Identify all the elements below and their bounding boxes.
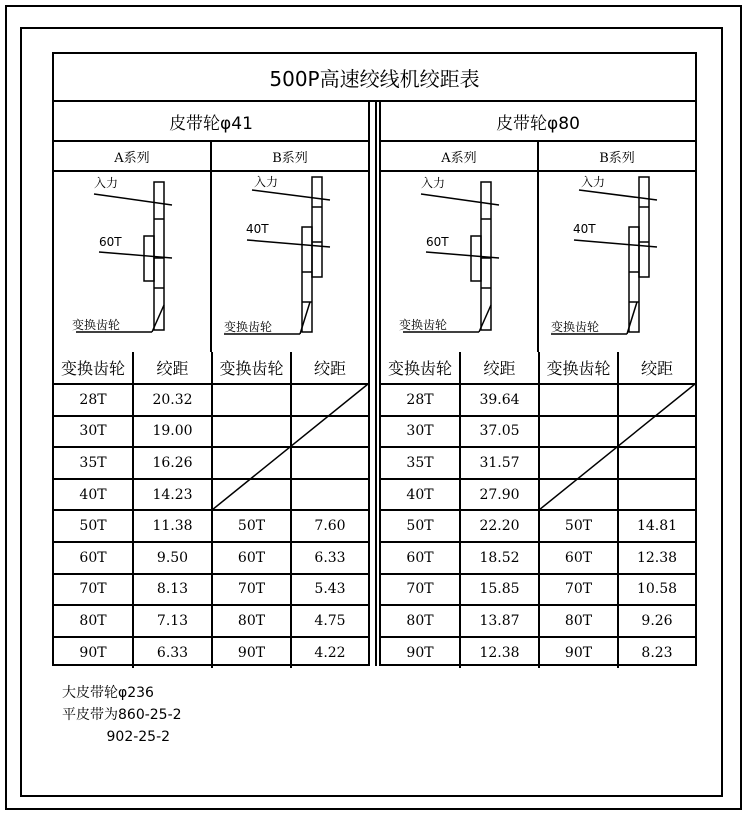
panel-header: 皮带轮φ80 bbox=[381, 102, 695, 142]
table-row bbox=[54, 574, 368, 606]
series-b-header: B系列 bbox=[539, 142, 695, 172]
gear-cell: 90T bbox=[212, 637, 291, 669]
pitch-cell: 4.22 bbox=[291, 637, 368, 669]
pitch-cell: 22.20 bbox=[460, 510, 539, 542]
panel-pulley-41 bbox=[52, 100, 370, 666]
gear-cell: 50T bbox=[539, 510, 618, 542]
pitch-cell: 9.26 bbox=[618, 605, 695, 637]
gear-cell: 50T bbox=[54, 510, 133, 542]
gear-cell: 90T bbox=[539, 637, 618, 669]
col-header-pitch: 绞距 bbox=[291, 352, 368, 384]
gear-cell: 80T bbox=[212, 605, 291, 637]
gear-cell: 80T bbox=[539, 605, 618, 637]
gear-cell: 70T bbox=[381, 574, 460, 606]
diagram-input-label: 入力 bbox=[421, 176, 446, 190]
pitch-cell: 9.50 bbox=[133, 542, 212, 574]
diagram-gear-label: 60T bbox=[99, 235, 122, 249]
col-header-gear: 变换齿轮 bbox=[54, 352, 133, 384]
diagram-change-gear-label: 变换齿轮 bbox=[72, 318, 121, 332]
note-flat-belt: 平皮带为860-25-2 bbox=[62, 707, 182, 723]
series-a-header: A系列 bbox=[381, 142, 539, 172]
pitch-cell: 5.43 bbox=[291, 574, 368, 606]
pitch-cell: 14.23 bbox=[133, 479, 212, 511]
pitch-cell: 14.81 bbox=[618, 510, 695, 542]
gear-diagram-a bbox=[54, 172, 212, 352]
pitch-cell: 37.05 bbox=[460, 416, 539, 448]
gear-cell: 60T bbox=[54, 542, 133, 574]
table-header-row bbox=[54, 352, 368, 384]
gear-cell: 70T bbox=[54, 574, 133, 606]
diagram-input-label: 入力 bbox=[254, 175, 279, 189]
gear-diagram-b bbox=[212, 172, 368, 352]
gear-cell: 35T bbox=[54, 447, 133, 479]
gear-cell: 80T bbox=[54, 605, 133, 637]
table-row bbox=[381, 542, 695, 574]
gear-cell: 90T bbox=[381, 637, 460, 669]
gear-cell: 40T bbox=[54, 479, 133, 511]
table-row bbox=[381, 574, 695, 606]
gear-cell: 70T bbox=[539, 574, 618, 606]
col-header-gear: 变换齿轮 bbox=[212, 352, 291, 384]
note-flat-belt-alt: 902-25-2 bbox=[62, 729, 171, 745]
gear-diagram-b bbox=[539, 172, 695, 352]
page-title: 500P高速绞线机绞距表 bbox=[52, 52, 697, 102]
pitch-cell: 20.32 bbox=[133, 384, 212, 416]
diagram-change-gear-label: 变换齿轮 bbox=[551, 320, 600, 334]
pitch-cell: 19.00 bbox=[133, 416, 212, 448]
pitch-cell: 12.38 bbox=[618, 542, 695, 574]
pitch-cell: 12.38 bbox=[460, 637, 539, 669]
gear-cell: 30T bbox=[54, 416, 133, 448]
pitch-cell: 6.33 bbox=[291, 542, 368, 574]
not-applicable-diagonal bbox=[212, 384, 368, 510]
panel-header: 皮带轮φ41 bbox=[54, 102, 368, 142]
pitch-cell: 27.90 bbox=[460, 479, 539, 511]
pitch-cell: 7.60 bbox=[291, 510, 368, 542]
pitch-cell: 10.58 bbox=[618, 574, 695, 606]
table-row bbox=[54, 542, 368, 574]
gear-cell: 28T bbox=[381, 384, 460, 416]
note-large-pulley: 大皮带轮φ236 bbox=[62, 685, 154, 701]
diagram-input-label: 入力 bbox=[94, 176, 119, 190]
gear-cell: 60T bbox=[539, 542, 618, 574]
diagram-change-gear-label: 变换齿轮 bbox=[399, 318, 448, 332]
table-row bbox=[54, 605, 368, 637]
pitch-cell: 8.23 bbox=[618, 637, 695, 669]
pitch-cell: 15.85 bbox=[460, 574, 539, 606]
pitch-cell: 31.57 bbox=[460, 447, 539, 479]
panel-pulley-80 bbox=[379, 100, 697, 666]
gear-cell: 60T bbox=[381, 542, 460, 574]
pitch-cell: 16.26 bbox=[133, 447, 212, 479]
col-header-pitch: 绞距 bbox=[133, 352, 212, 384]
gear-cell: 60T bbox=[212, 542, 291, 574]
pitch-cell: 4.75 bbox=[291, 605, 368, 637]
table-row bbox=[54, 510, 368, 542]
gear-cell: 70T bbox=[212, 574, 291, 606]
gear-cell: 50T bbox=[212, 510, 291, 542]
gear-cell: 90T bbox=[54, 637, 133, 669]
gear-cell: 50T bbox=[381, 510, 460, 542]
col-header-pitch: 绞距 bbox=[460, 352, 539, 384]
col-header-gear: 变换齿轮 bbox=[539, 352, 618, 384]
diagram-input-label: 入力 bbox=[581, 175, 606, 189]
diagram-gear-label: 40T bbox=[246, 222, 269, 236]
pitch-cell: 18.52 bbox=[460, 542, 539, 574]
gear-diagram-a bbox=[381, 172, 539, 352]
series-a-header: A系列 bbox=[54, 142, 212, 172]
not-applicable-diagonal bbox=[539, 384, 695, 510]
table-row bbox=[381, 637, 695, 669]
diagram-change-gear-label: 变换齿轮 bbox=[224, 320, 273, 334]
col-header-gear: 变换齿轮 bbox=[381, 352, 460, 384]
gear-cell: 80T bbox=[381, 605, 460, 637]
table-row bbox=[381, 605, 695, 637]
notes bbox=[62, 682, 182, 748]
center-divider-2 bbox=[375, 100, 377, 666]
diagram-gear-label: 40T bbox=[573, 222, 596, 236]
table-row bbox=[54, 637, 368, 669]
pitch-cell: 39.64 bbox=[460, 384, 539, 416]
pitch-cell: 8.13 bbox=[133, 574, 212, 606]
gear-cell: 28T bbox=[54, 384, 133, 416]
table-row bbox=[381, 510, 695, 542]
pitch-cell: 11.38 bbox=[133, 510, 212, 542]
gear-cell: 40T bbox=[381, 479, 460, 511]
pitch-cell: 13.87 bbox=[460, 605, 539, 637]
table-header-row bbox=[381, 352, 695, 384]
gear-cell: 35T bbox=[381, 447, 460, 479]
series-b-header: B系列 bbox=[212, 142, 368, 172]
pitch-cell: 7.13 bbox=[133, 605, 212, 637]
col-header-pitch: 绞距 bbox=[618, 352, 695, 384]
diagram-gear-label: 60T bbox=[426, 235, 449, 249]
pitch-cell: 6.33 bbox=[133, 637, 212, 669]
gear-cell: 30T bbox=[381, 416, 460, 448]
